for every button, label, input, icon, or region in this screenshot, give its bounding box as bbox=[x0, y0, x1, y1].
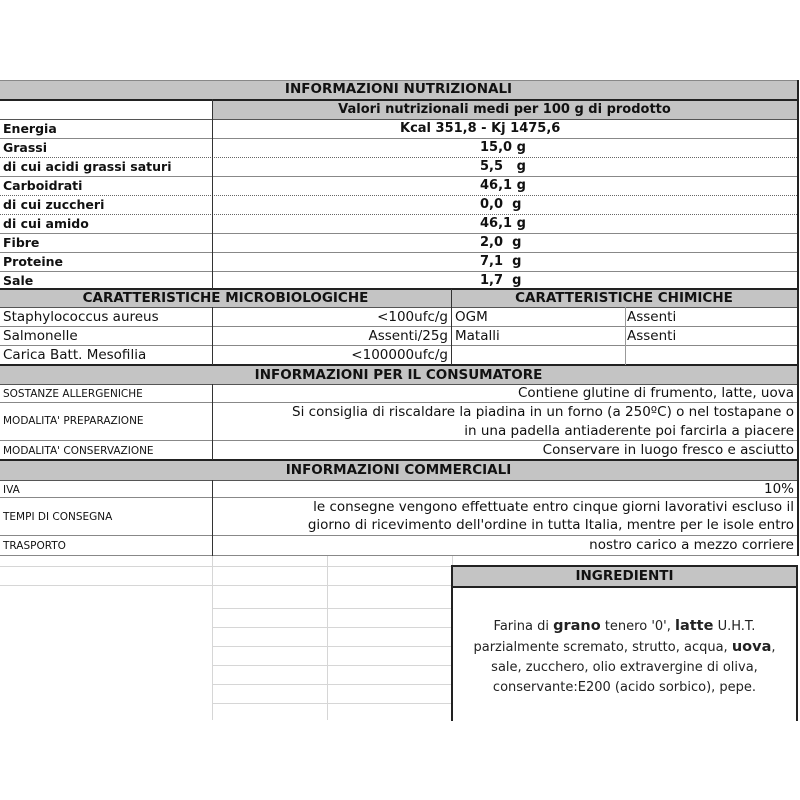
nutrient-value: 2,0 g bbox=[480, 235, 522, 250]
micro-value: <100ufc/g bbox=[377, 309, 448, 325]
chem-label: Matalli bbox=[455, 328, 500, 344]
nutrient-value: 0,0 g bbox=[480, 197, 522, 212]
micro-title: CARATTERISTICHE MICROBIOLOGICHE bbox=[0, 289, 451, 308]
consumer-title: INFORMAZIONI PER IL CONSUMATORE bbox=[0, 366, 797, 385]
ingredients-text-part: U.H.T. parzialmente scremato, strutto, acqua, bbox=[473, 619, 756, 655]
ingredients-title: INGREDIENTI bbox=[453, 567, 796, 588]
nutrient-value: 15,0 g bbox=[480, 140, 526, 155]
nutrient-label: di cui zuccheri bbox=[3, 197, 105, 212]
nutrient-label: Energia bbox=[3, 121, 57, 136]
chem-value: Assenti bbox=[627, 309, 677, 325]
delivery-label: TEMPI DI CONSEGNA bbox=[3, 511, 113, 523]
nutrient-label: di cui amido bbox=[3, 216, 89, 231]
storage-label: MODALITA' CONSERVAZIONE bbox=[3, 445, 154, 457]
prep-line-2: in una padella antiaderente poi farcirla a piacere bbox=[464, 423, 794, 439]
nutrient-value: 46,1 g bbox=[480, 216, 526, 231]
delivery-line-2: giorno di ricevimento dell'ordine in tutta Italia, mentre per le isole entro bbox=[307, 517, 794, 533]
transport-label: TRASPORTO bbox=[3, 540, 66, 552]
delivery-line-1: le consegne vengono effettuate entro cinque giorni lavorativi escluso il bbox=[313, 499, 794, 515]
allergen-highlight: latte bbox=[675, 618, 714, 634]
nutrient-value: 5,5 g bbox=[480, 159, 526, 174]
allergens-label: SOSTANZE ALLERGENICHE bbox=[3, 388, 143, 400]
commercial-title: INFORMAZIONI COMMERCIALI bbox=[0, 461, 797, 480]
nutrition-subtitle: Valori nutrizionali medi per 100 g di prodotto bbox=[212, 100, 797, 119]
nutrient-value: Kcal 351,8 - Kj 1475,6 bbox=[400, 121, 561, 136]
nutrient-label: Sale bbox=[3, 273, 34, 288]
nutrient-label: Carboidrati bbox=[3, 178, 83, 193]
ingredients-text-part: Farina di bbox=[493, 619, 554, 634]
iva-value: 10% bbox=[763, 481, 794, 497]
storage-value: Conservare in luogo fresco e asciutto bbox=[542, 442, 794, 458]
ingredients-text bbox=[453, 588, 796, 698]
ingredients-text-part: tenero '0', bbox=[600, 619, 675, 634]
prep-label: MODALITA' PREPARAZIONE bbox=[3, 415, 144, 427]
nutrient-value: 46,1 g bbox=[480, 178, 526, 193]
allergen-highlight: grano bbox=[553, 618, 601, 634]
allergens-value: Contiene glutine di frumento, latte, uova bbox=[517, 385, 794, 401]
nutrient-label: Proteine bbox=[3, 254, 64, 269]
nutrient-value: 1,7 g bbox=[480, 273, 522, 288]
micro-label: Staphylococcus aureus bbox=[3, 309, 159, 325]
nutrient-label: Fibre bbox=[3, 235, 40, 250]
micro-value: <100000ufc/g bbox=[351, 347, 448, 363]
subtitle-blank-cell bbox=[0, 100, 212, 119]
nutrient-label: di cui acidi grassi saturi bbox=[3, 159, 172, 174]
chem-label: OGM bbox=[455, 309, 488, 325]
micro-value: Assenti/25g bbox=[368, 328, 448, 344]
micro-label: Salmonelle bbox=[3, 328, 78, 344]
iva-label: IVA bbox=[3, 484, 20, 496]
nutrition-rows bbox=[0, 119, 797, 289]
transport-value: nostro carico a mezzo corriere bbox=[589, 537, 794, 553]
micro-label: Carica Batt. Mesofilia bbox=[3, 347, 147, 363]
ingredients-box bbox=[451, 565, 798, 721]
allergen-highlight: uova bbox=[731, 639, 772, 655]
chem-value: Assenti bbox=[627, 328, 677, 344]
nutrition-title: INFORMAZIONI NUTRIZIONALI bbox=[0, 80, 797, 100]
prep-line-1: Si consiglia di riscaldare la piadina in un forno (a 250ºC) o nel tostapane o bbox=[292, 404, 794, 420]
nutrient-value: 7,1 g bbox=[480, 254, 522, 269]
nutrient-label: Grassi bbox=[3, 140, 48, 155]
ingredients-text-part: , sale, zucchero, olio extravergine di oliva, conservante:E200 (acido sorbico), pepe. bbox=[491, 640, 776, 695]
chem-title: CARATTERISTICHE CHIMICHE bbox=[451, 289, 797, 308]
